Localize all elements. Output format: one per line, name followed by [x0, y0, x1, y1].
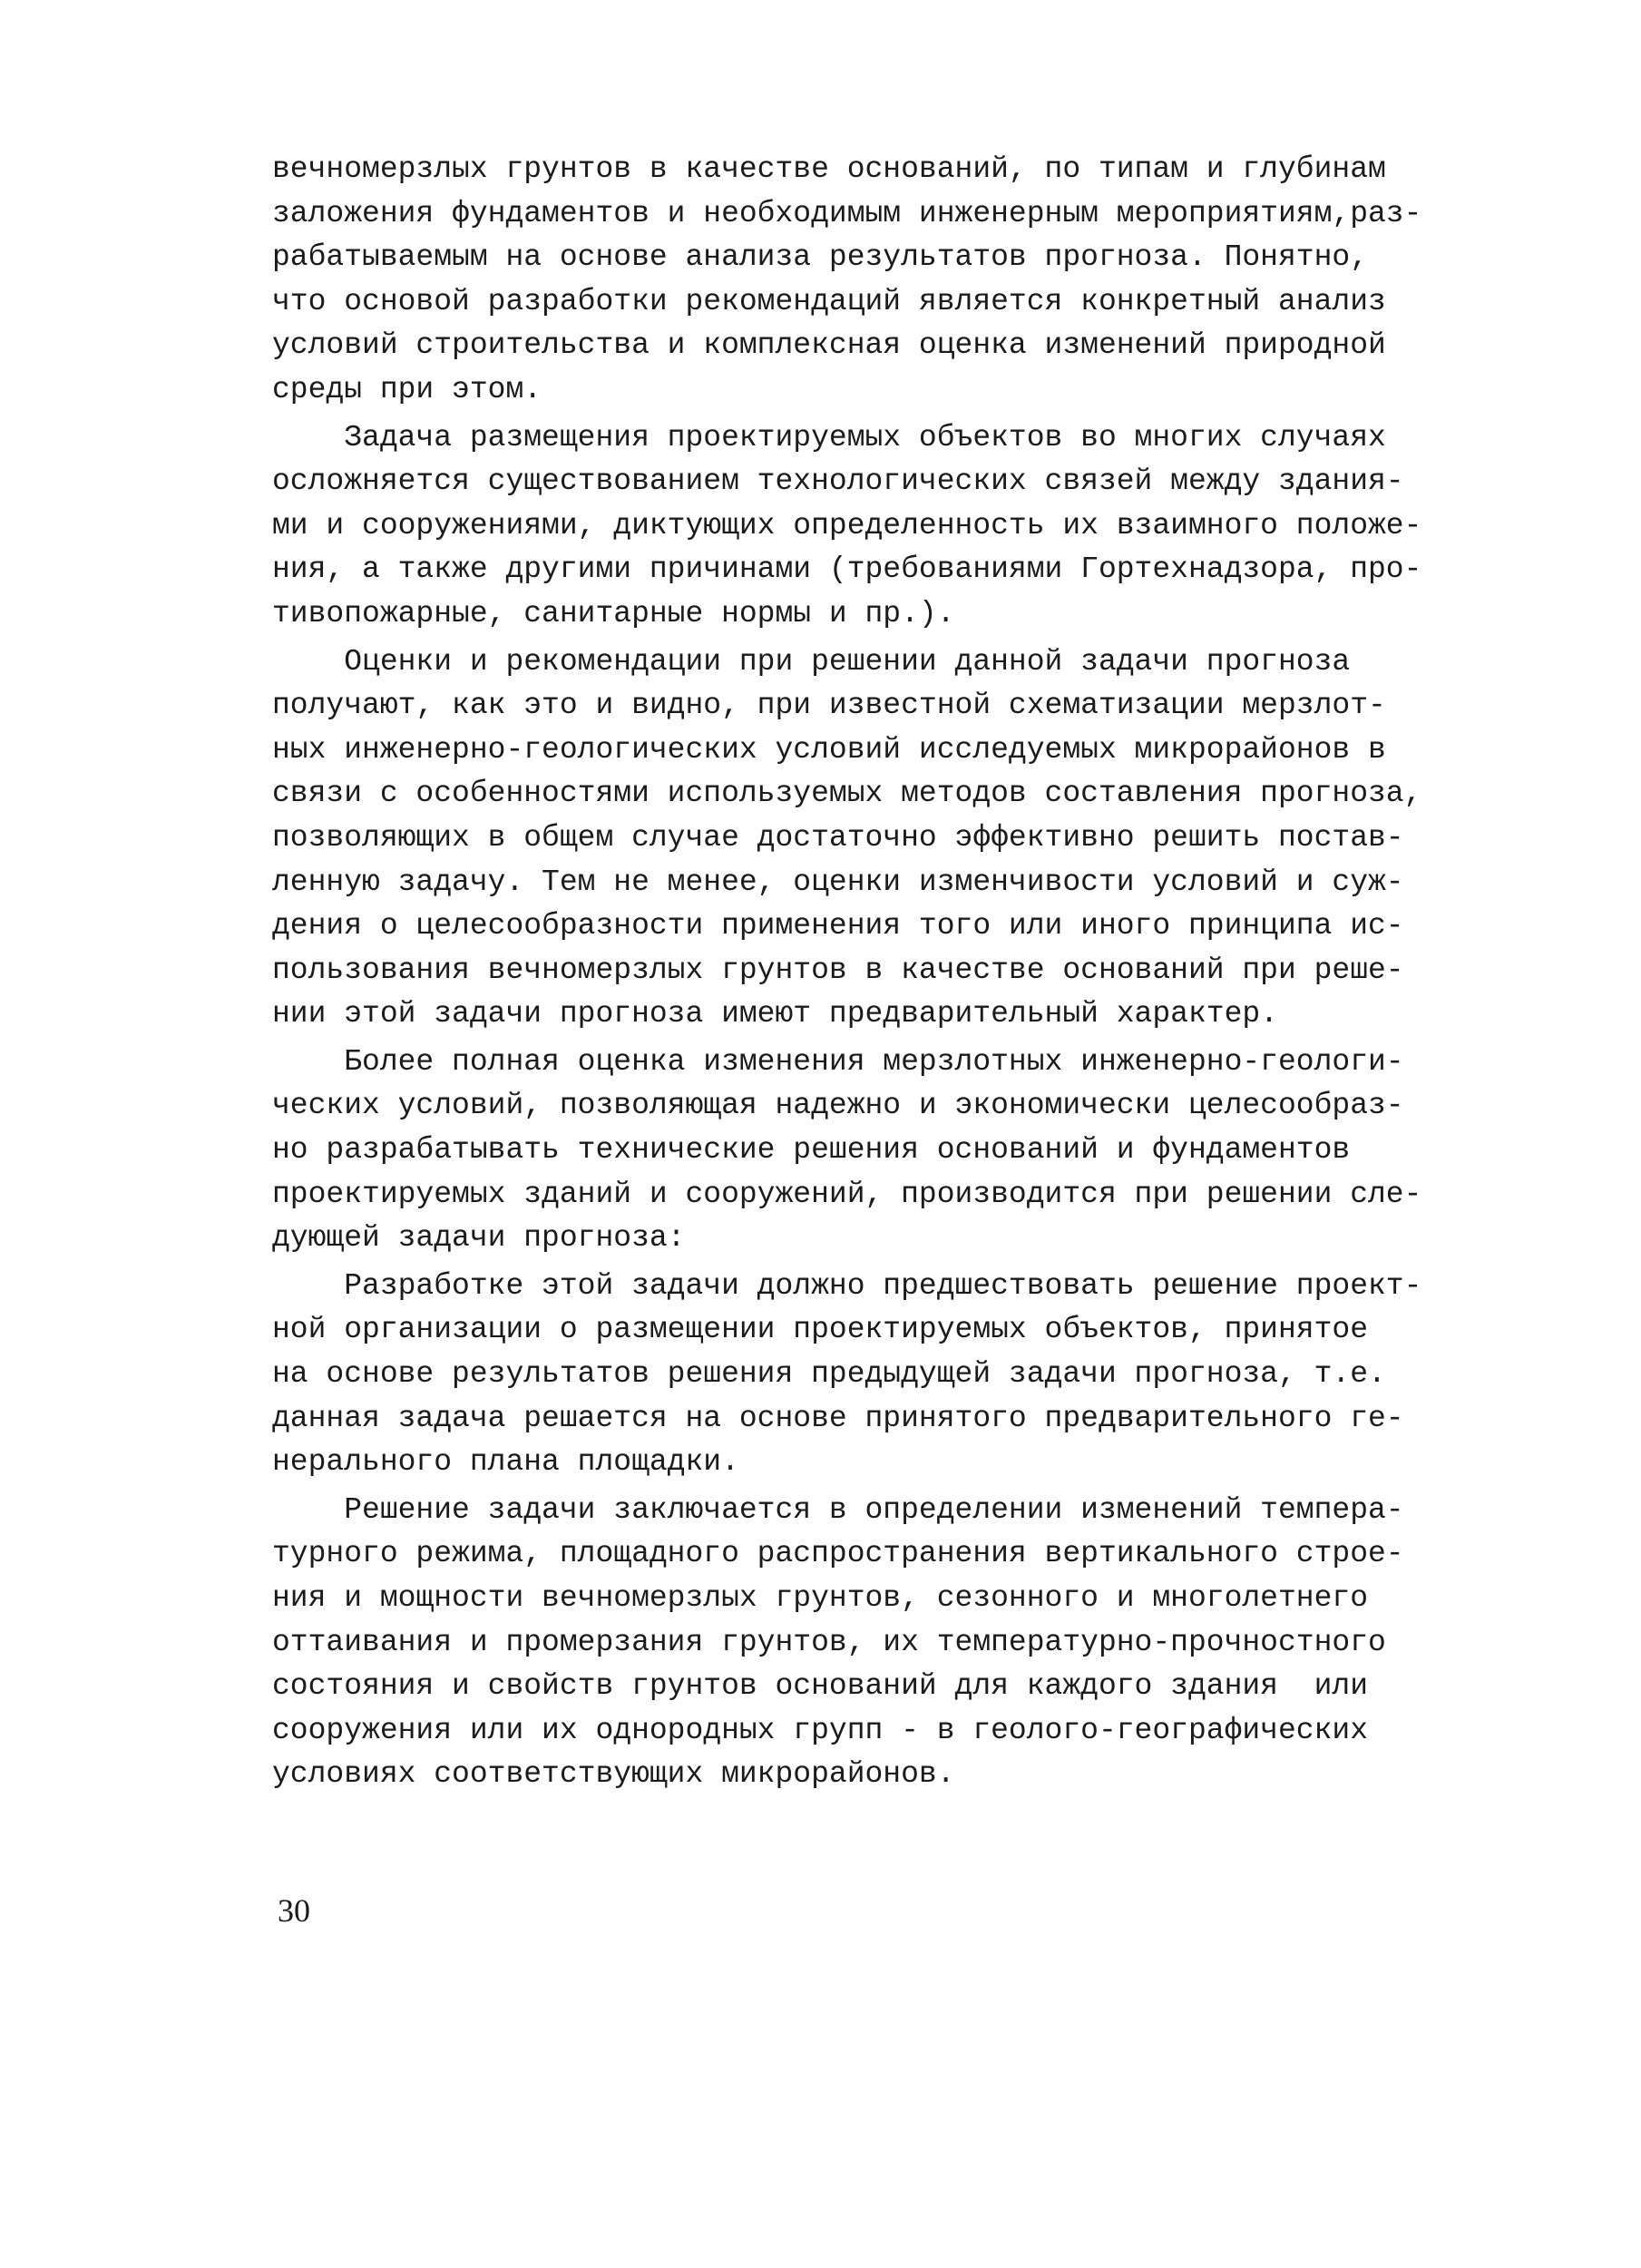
text-line: турного режима, площадного распространения вертикального строе- — [272, 1537, 1404, 1571]
paragraph — [272, 1041, 1451, 1261]
text-line: условий строительства и комплексная оценка изменений природной — [272, 328, 1386, 363]
text-line: Задача размещения проектируемых объектов во многих случаях — [272, 420, 1386, 455]
paragraph — [272, 640, 1451, 1037]
text-line: дения о целесообразности применения того или иного принципа ис- — [272, 909, 1404, 943]
text-line: заложения фундаментов и необходимым инженерным мероприятиям,раз- — [272, 196, 1422, 230]
text-line: проектируемых зданий и сооружений, производится при решении сле- — [272, 1177, 1422, 1211]
text-line: состояния и свойств грунтов оснований для каждого здания или — [272, 1669, 1368, 1704]
text-line: позволяющих в общем случае достаточно эффективно решить постав- — [272, 820, 1404, 855]
text-line: рабатываемым на основе анализа результатов прогноза. Понятно, — [272, 240, 1368, 275]
text-line: связи с особенностями используемых методов составления прогноза, — [272, 777, 1422, 811]
text-line: ми и сооружениями, диктующих определенность их взаимного положе- — [272, 508, 1422, 543]
text-line: нии этой задачи прогноза имеют предварительный характер. — [272, 997, 1278, 1031]
text-line: получают, как это и видно, при известной схематизации мерзлот- — [272, 689, 1386, 723]
text-line: оттаивания и промерзания грунтов, их температурно-прочностного — [272, 1625, 1386, 1659]
text-line: пользования вечномерзлых грунтов в качестве оснований при реше- — [272, 953, 1404, 987]
text-line: условиях соответствующих микрорайонов. — [272, 1757, 955, 1792]
paragraph — [272, 148, 1451, 413]
text-line: данная задача решается на основе принятого предварительного ге- — [272, 1401, 1404, 1435]
text-line: ленную задачу. Тем не менее, оценки изменчивости условий и суж- — [272, 865, 1404, 899]
text-line: ческих условий, позволяющая надежно и экономически целесообраз- — [272, 1089, 1404, 1123]
text-line: тивопожарные, санитарные нормы и пр.). — [272, 596, 955, 631]
text-line: на основе результатов решения предыдущей задачи прогноза, т.е. — [272, 1357, 1386, 1392]
body-text — [272, 148, 1451, 1797]
text-line: ной организации о размещении проектируемых объектов, принятое — [272, 1313, 1368, 1347]
page-number: 30 — [278, 1892, 310, 1929]
text-line: Более полная оценка изменения мерзлотных инженерно-геологи- — [272, 1044, 1404, 1079]
text-line: что основой разработки рекомендаций является конкретный анализ — [272, 284, 1386, 318]
text-line: осложняется существованием технологических связей между здания- — [272, 464, 1404, 499]
text-line: среды при этом. — [272, 372, 542, 406]
text-line: Решение задачи заключается в определении изменений темпера- — [272, 1492, 1404, 1527]
paragraph — [272, 1489, 1451, 1797]
text-line: ния и мощности вечномерзлых грунтов, сезонного и многолетнего — [272, 1581, 1368, 1615]
text-line: ных инженерно-геологических условий исследуемых микрорайонов в — [272, 732, 1386, 767]
paragraph — [272, 416, 1451, 637]
text-line: но разрабатывать технические решения оснований и фундаментов — [272, 1133, 1351, 1168]
text-line: нерального плана площадки. — [272, 1445, 739, 1480]
text-line: Оценки и рекомендации при решении данной задачи прогноза — [272, 644, 1351, 679]
text-line: вечномерзлых грунтов в качестве оснований, по типам и глубинам — [272, 152, 1386, 186]
text-line: дующей задачи прогноза: — [272, 1221, 686, 1256]
text-line: Разработке этой задачи должно предшествовать решение проект- — [272, 1268, 1422, 1303]
paragraph — [272, 1265, 1451, 1485]
text-line: сооружения или их однородных групп - в геолого-географических — [272, 1713, 1368, 1747]
text-line: ния, а также другими причинами (требованиями Гортехнадзора, про- — [272, 552, 1422, 587]
